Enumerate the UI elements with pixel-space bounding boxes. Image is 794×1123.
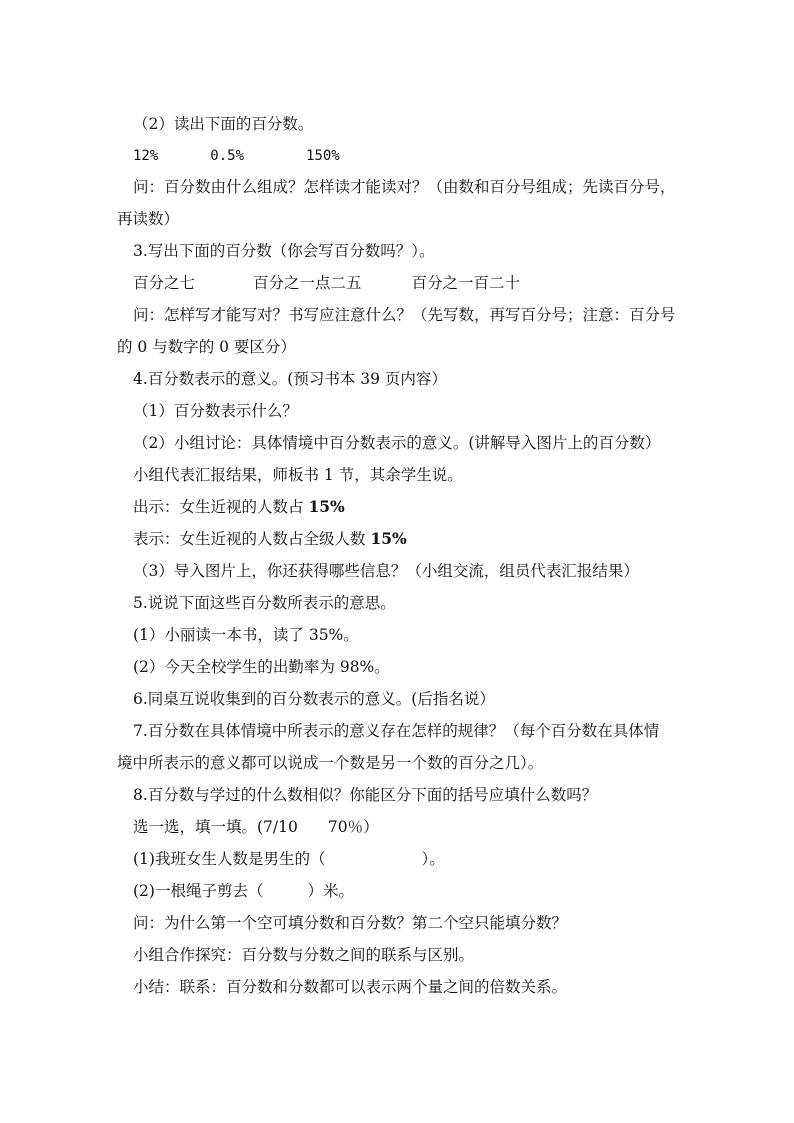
percent-example-2: 0.5% bbox=[210, 148, 245, 164]
fill-item-1-end: ）。 bbox=[421, 850, 445, 868]
section-4-meaning: 4.百分数表示的意义。(预习书本 39 页内容） bbox=[133, 370, 447, 388]
write-example-1: 百分之七 bbox=[133, 274, 196, 292]
question-percent-composition: 问：百分数由什么组成？怎样读才能读对？（由数和百分号组成；先读百分号， bbox=[133, 178, 676, 196]
choose-fill-option: 70％） bbox=[327, 818, 379, 836]
fill-item-1-text: (1)我班女生人数是男生的（ bbox=[133, 850, 326, 868]
percent-examples-row bbox=[133, 146, 340, 166]
show-line bbox=[133, 497, 345, 517]
question-why-blanks: 问：为什么第一个空可填分数和百分数？第二个空只能填分数？ bbox=[133, 914, 568, 932]
write-examples-row bbox=[133, 273, 520, 293]
section-5-explain: 5.说说下面这些百分数所表示的意思。 bbox=[133, 594, 396, 612]
item-2-read-percents: （2）读出下面的百分数。 bbox=[133, 115, 314, 133]
section-6-deskmate: 6.同桌互说收集到的百分数表示的意义。(后指名说） bbox=[133, 690, 495, 708]
question-percent-composition-cont: 再读数） bbox=[117, 210, 180, 228]
fill-item-2 bbox=[133, 881, 354, 901]
write-example-2: 百分之一点二五 bbox=[253, 274, 362, 292]
choose-fill-text: 选一选，填一填。(7/10 bbox=[133, 818, 298, 836]
group-report-line: 小组代表汇报结果，师板书 1 节，其余学生说。 bbox=[133, 466, 463, 484]
question-how-to-write: 问：怎样写才能写对？书写应注意什么？（先写数，再写百分号；注意：百分号 bbox=[133, 306, 676, 324]
fill-item-1 bbox=[133, 849, 445, 869]
write-example-3: 百分之一百二十 bbox=[411, 274, 521, 292]
section-3-write-percents: 3.写出下面的百分数（你会写百分数吗？）。 bbox=[133, 242, 435, 260]
choose-fill-line bbox=[133, 817, 379, 837]
show-percent: 15% bbox=[308, 497, 345, 516]
means-percent: 15% bbox=[370, 529, 407, 548]
item-3-other-info: （3）导入图片上，你还获得哪些信息？（小组交流，组员代表汇报结果） bbox=[133, 562, 639, 580]
section-7-pattern-cont: 境中所表示的意义都可以说成一个数是另一个数的百分之几）。 bbox=[117, 754, 544, 772]
fill-item-2-end: ）米。 bbox=[307, 882, 354, 900]
question-how-to-write-cont: 的 0 与数字的 0 要区分） bbox=[117, 338, 296, 356]
explain-item-1: (1）小丽读一本书，读了 35%。 bbox=[133, 626, 359, 644]
summary-line: 小结：联系：百分数和分数都可以表示两个量之间的倍数关系。 bbox=[133, 978, 568, 996]
means-text: 表示：女生近视的人数占全级人数 bbox=[133, 530, 371, 548]
explain-item-2: (2）今天全校学生的出勤率为 98%。 bbox=[133, 658, 390, 676]
means-line bbox=[133, 529, 407, 549]
section-7-pattern: 7.百分数在具体情境中所表示的意义存在怎样的规律？（每个百分数在具体情 bbox=[133, 722, 660, 740]
percent-example-3: 150% bbox=[306, 148, 340, 164]
percent-example-1: 12% bbox=[133, 148, 159, 164]
item-2-group-discussion: （2）小组讨论：具体情境中百分数表示的意义。(讲解导入图片上的百分数） bbox=[133, 434, 661, 452]
show-text: 出示：女生近视的人数占 bbox=[133, 498, 309, 516]
section-8-similar: 8.百分数与学过的什么数相似？你能区分下面的括号应填什么数吗？ bbox=[133, 786, 598, 804]
item-1-what-percent-means: （1）百分数表示什么？ bbox=[133, 402, 298, 420]
group-explore: 小组合作探究：百分数与分数之间的联系与区别。 bbox=[133, 946, 475, 964]
fill-item-2-text: (2)一根绳子剪去（ bbox=[133, 882, 264, 900]
